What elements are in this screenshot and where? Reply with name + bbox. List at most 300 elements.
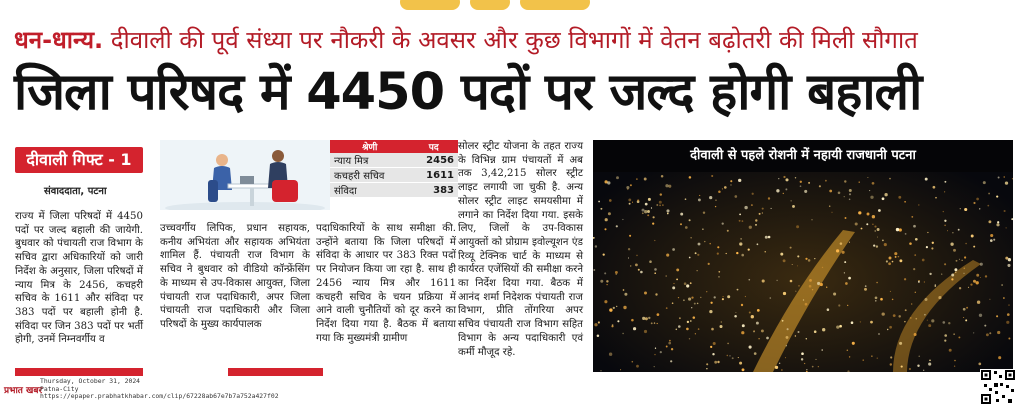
city-light (693, 316, 696, 319)
city-light (613, 307, 615, 309)
city-light (656, 204, 658, 206)
city-light (929, 359, 931, 361)
city-light (851, 321, 854, 324)
city-light (833, 292, 836, 295)
city-light (887, 329, 888, 330)
city-light (864, 288, 867, 291)
city-light (910, 317, 912, 319)
city-light (965, 243, 967, 245)
city-light (690, 282, 692, 284)
city-light (954, 366, 955, 367)
city-light (666, 254, 669, 257)
city-light (913, 225, 916, 228)
city-light (976, 274, 979, 277)
city-light (890, 356, 892, 358)
city-light (749, 226, 752, 229)
city-light (626, 186, 629, 189)
city-light (685, 198, 687, 200)
city-light (898, 256, 900, 258)
city-light (1007, 313, 1010, 316)
kicker-tag: धन-धान्य. (14, 26, 104, 54)
city-light (983, 181, 986, 184)
city-light (713, 342, 716, 345)
city-light (651, 207, 652, 208)
city-light (997, 221, 999, 223)
city-light (959, 259, 960, 260)
city-light (978, 363, 981, 366)
illustration-meeting (160, 140, 330, 210)
city-light (821, 349, 823, 351)
city-light (951, 274, 954, 277)
city-light (609, 199, 612, 202)
city-light (739, 242, 742, 245)
city-light (990, 239, 993, 242)
city-light (1004, 176, 1005, 177)
qr-code-icon[interactable] (980, 369, 1016, 405)
city-light (998, 177, 1000, 179)
city-light (672, 302, 674, 304)
city-light (976, 281, 979, 284)
kicker-line (14, 20, 1014, 60)
city-light (753, 331, 755, 333)
city-light (644, 330, 647, 333)
city-light (869, 190, 870, 191)
city-light (715, 206, 716, 207)
city-light (737, 289, 739, 291)
city-light (814, 258, 815, 259)
city-light (722, 188, 723, 189)
city-light (642, 317, 645, 320)
city-light (660, 351, 662, 353)
city-light (665, 275, 667, 277)
city-light (762, 208, 764, 210)
city-light (685, 226, 688, 229)
city-light (1001, 284, 1003, 286)
city-light (804, 363, 805, 364)
city-light (795, 335, 796, 336)
city-light (606, 280, 608, 282)
city-light (882, 312, 885, 315)
city-light (718, 276, 719, 277)
city-light (623, 289, 625, 291)
city-light (973, 280, 976, 283)
city-light (938, 296, 941, 299)
city-light (950, 243, 953, 246)
clip-date: Thursday, October 31, 2024 (40, 377, 141, 385)
city-light (825, 180, 827, 182)
city-light (915, 292, 916, 293)
city-light (680, 213, 683, 216)
city-light (698, 198, 701, 201)
city-light (867, 213, 870, 216)
city-light (604, 300, 607, 303)
city-light (844, 261, 846, 263)
city-light (765, 251, 766, 252)
clip-city: Patna-City (40, 384, 79, 393)
city-light (730, 180, 732, 182)
city-light (642, 212, 644, 214)
city-light (845, 282, 848, 285)
city-light (636, 178, 637, 179)
city-light (996, 315, 998, 317)
city-light (804, 190, 807, 193)
city-light (932, 242, 934, 244)
city-light (670, 360, 672, 362)
stats-cell-label: कचहरी सचिव (330, 168, 409, 183)
city-light (629, 235, 631, 237)
city-light (988, 220, 991, 223)
city-light (894, 252, 897, 255)
city-light (797, 255, 799, 257)
city-light (783, 176, 785, 178)
article-column-3: पदाधिकारियों के साथ समीक्षा की. उन्होंने बताया कि जिला परिषदों में संविदा के आधार पर 383 रिक्त पदों पर नियोजन किया जा रहा है. साथ ही 2456 न्याय मित्र और 1611 कचहरी सचिव के चयन प्रक्रिया में आने वाली चुनौतियों को दूर करने का निर्देश दिया गया है. बैठक में बताया गया कि मुख्यमंत्री ग्रामीण (316, 223, 456, 344)
city-light (922, 259, 925, 262)
stats-cell-value: 383 (409, 183, 458, 198)
city-light (711, 328, 714, 331)
city-light (636, 365, 639, 368)
city-light (689, 176, 692, 179)
city-light (637, 199, 639, 201)
city-light (766, 337, 769, 340)
section-badge: दीवाली गिफ्ट - 1 (15, 147, 143, 173)
city-light (829, 205, 830, 206)
city-light (863, 359, 864, 360)
city-light (904, 278, 906, 280)
city-light (931, 247, 933, 249)
city-light (756, 322, 759, 325)
article-column-1: राज्य में जिला परिषदों में 4450 पदों पर जल्द बहाली की जायेगी. बुधवार को पंचायती राज विभाग के सचिव द्वारा अधिकारियों को जारी निर्देश के अनुसार, जिला परिषदों में न्याय मित्र के 2456, कचहरी सचिव के 1611 और संविदा पर 383 पदों पर बहाली होनी है. संविदा पर जिन 383 पदों पर भर्ती होगी, उनमें निम्नवर्गीय व (15, 211, 143, 346)
city-light (838, 192, 841, 195)
city-light (607, 181, 610, 184)
city-light (944, 340, 946, 342)
city-light (759, 213, 761, 215)
city-light (704, 241, 705, 242)
city-light (630, 184, 632, 186)
city-light (976, 198, 979, 201)
city-light (924, 314, 926, 316)
city-light (880, 298, 883, 301)
city-light (706, 368, 707, 369)
city-light (792, 264, 793, 265)
city-light (749, 346, 752, 349)
city-light (695, 333, 696, 334)
city-light (871, 355, 872, 356)
city-light (706, 363, 708, 365)
city-light (944, 181, 946, 183)
city-light (679, 317, 681, 319)
city-light (736, 252, 738, 254)
city-light (929, 273, 931, 275)
city-light (775, 366, 778, 369)
city-light (875, 230, 876, 231)
city-light (829, 190, 832, 193)
city-light (738, 179, 741, 182)
city-light (730, 184, 731, 185)
city-light (717, 361, 719, 363)
city-light (778, 178, 779, 179)
city-light (745, 296, 746, 297)
city-light (872, 182, 875, 185)
city-light (612, 324, 614, 326)
city-light (933, 186, 936, 189)
city-light (888, 262, 891, 265)
city-light (689, 338, 690, 339)
city-light (648, 198, 651, 201)
city-light (849, 189, 852, 192)
city-light (911, 303, 912, 304)
city-light (872, 215, 875, 218)
city-light (755, 224, 757, 226)
city-light (875, 296, 878, 299)
headline: जिला परिषद में 4450 पदों पर जल्द होगी बहाली (14, 63, 922, 122)
city-light (754, 352, 757, 355)
city-light (818, 366, 819, 367)
table-row (330, 183, 458, 198)
city-light (722, 298, 724, 300)
city-light (931, 319, 934, 322)
section-strip (228, 368, 323, 376)
city-light (892, 261, 894, 263)
city-light (644, 292, 647, 295)
city-light (944, 191, 945, 192)
city-light (953, 249, 956, 252)
city-light (779, 363, 780, 364)
city-light (761, 329, 764, 332)
city-light (666, 346, 668, 348)
city-light (711, 175, 713, 177)
city-light (944, 263, 946, 265)
city-light (808, 259, 811, 262)
city-light (925, 298, 928, 301)
city-light (714, 296, 716, 298)
city-light (654, 322, 655, 323)
clip-url[interactable]: https://epaper.prabhatkhabar.com/clip/67228ab67e7b7a752a427f02 (40, 392, 279, 400)
city-light (605, 218, 608, 221)
city-light (662, 204, 663, 205)
city-light (786, 345, 787, 346)
city-light (715, 200, 716, 201)
city-light (654, 354, 655, 355)
city-light (895, 256, 897, 258)
city-light (640, 271, 643, 274)
city-light (785, 188, 787, 190)
city-light (989, 299, 990, 300)
city-light (790, 247, 792, 249)
city-light (768, 197, 770, 199)
city-light (874, 226, 876, 228)
city-light (678, 325, 681, 328)
city-light (842, 251, 845, 254)
city-light (706, 291, 707, 292)
city-light (791, 200, 792, 201)
city-light (668, 185, 671, 188)
city-light (914, 254, 916, 256)
city-light (755, 219, 757, 221)
city-light (923, 370, 924, 371)
city-light (800, 181, 802, 183)
city-light (953, 333, 954, 334)
city-light (915, 238, 918, 241)
article-column-4: सोलर स्ट्रीट योजना के तहत राज्य के विभिन्न ग्राम पंचायतों में अब तक 3,42,215 सोलर स्ट्रीट लाइट लगायी जा चुकी है. अन्य सोलर स्ट्रीट लाइट समयसीमा में लगाने का निर्देश दिया गया. इसके लिए, जिलों के उप-विकास आयुक्तों को प्रोग्राम इवोल्यूशन एंड रिव्यू टेक्निक चार्ट के माध्यम से कार्यरत एजेंसियों की समीक्षा करने का निर्देश दिया गया. बैठक में आनंद शर्मा निदेशक पंचायती राज विभाग, प्रीति तोंगरिया अपर सचिव पंचायती राज विभाग सहित विभाग के अन्य पदाधिकारी एवं कर्मी मौजूद रहे. (458, 141, 583, 358)
city-light (709, 310, 712, 313)
city-light (954, 360, 956, 362)
city-light (732, 357, 734, 359)
city-light (593, 269, 595, 271)
city-light (645, 317, 648, 320)
city-light (741, 331, 744, 334)
city-light (973, 332, 974, 333)
city-light (697, 270, 698, 271)
city-light (684, 282, 687, 285)
city-light (1003, 297, 1005, 299)
city-light (688, 298, 691, 301)
city-light (901, 366, 903, 368)
city-light (878, 209, 881, 212)
city-light (884, 193, 887, 196)
city-light (959, 287, 961, 289)
city-light (958, 229, 960, 231)
city-light (723, 296, 724, 297)
city-light (886, 260, 888, 262)
city-light (963, 308, 966, 311)
city-light (653, 216, 655, 218)
city-light (604, 272, 606, 274)
city-light (629, 203, 631, 205)
city-light (657, 313, 660, 316)
city-light (729, 355, 730, 356)
city-light (714, 361, 717, 364)
city-light (988, 193, 990, 195)
city-light (642, 209, 645, 212)
stats-cell-label: संविदा (330, 183, 409, 198)
city-light (717, 246, 719, 248)
city-light (783, 193, 784, 194)
city-light (604, 228, 606, 230)
city-light (964, 208, 967, 211)
city-light (738, 357, 739, 358)
city-light (782, 320, 784, 322)
city-light (859, 181, 860, 182)
city-light (595, 245, 597, 247)
city-light (847, 305, 848, 306)
city-light (727, 355, 728, 356)
city-light (820, 283, 823, 286)
city-light (858, 211, 861, 214)
city-light (914, 333, 917, 336)
city-light (866, 223, 868, 225)
city-light (845, 217, 847, 219)
city-light (892, 299, 894, 301)
city-light (928, 324, 931, 327)
stats-table (330, 140, 458, 210)
city-light (594, 323, 597, 326)
city-light (748, 248, 750, 250)
city-light (676, 268, 679, 271)
city-light (849, 193, 851, 195)
city-light (654, 366, 655, 367)
city-light (751, 315, 754, 318)
city-light (783, 259, 786, 262)
city-lights-photo (593, 140, 1013, 372)
city-light (890, 363, 892, 365)
city-light (848, 277, 851, 280)
city-light (598, 201, 600, 203)
city-light (673, 283, 674, 284)
city-light (890, 291, 891, 292)
city-light (697, 303, 699, 305)
city-light (792, 205, 795, 208)
city-light (905, 309, 907, 311)
city-light (654, 240, 655, 241)
city-light (985, 275, 987, 277)
city-light (669, 340, 671, 342)
city-light (904, 201, 906, 203)
city-light (628, 198, 631, 201)
city-light (734, 195, 737, 198)
city-light (700, 297, 701, 298)
city-light (1006, 321, 1009, 324)
clip-info (40, 378, 279, 401)
city-light (659, 201, 662, 204)
city-light (899, 259, 902, 262)
city-light (686, 284, 689, 287)
city-light (819, 185, 821, 187)
city-light (718, 190, 721, 193)
table-row (330, 153, 458, 168)
city-light (647, 214, 649, 216)
city-light (867, 177, 868, 178)
city-light (915, 318, 917, 320)
city-light (795, 177, 796, 178)
city-light (672, 248, 675, 251)
city-light (973, 246, 975, 248)
city-light (749, 311, 751, 313)
city-light (717, 253, 719, 255)
city-light (698, 328, 700, 330)
city-light (630, 265, 631, 266)
city-light (691, 307, 692, 308)
city-light (1006, 227, 1007, 228)
city-light (873, 244, 875, 246)
city-light (740, 238, 741, 239)
city-light (884, 243, 887, 246)
city-light (651, 322, 653, 324)
city-light (722, 222, 724, 224)
city-light (899, 342, 902, 345)
city-light (654, 268, 657, 271)
city-light (600, 370, 601, 371)
city-light (739, 214, 741, 216)
city-light (771, 208, 772, 209)
city-light (655, 293, 657, 295)
city-light (742, 324, 745, 327)
photo-caption: दीवाली से पहले रोशनी में नहायी राजधानी पटना (593, 140, 1013, 172)
city-light (654, 272, 656, 274)
city-light (928, 363, 931, 366)
city-light (765, 236, 768, 239)
city-light (966, 307, 968, 309)
city-light (676, 279, 678, 281)
city-light (734, 315, 737, 318)
city-light (735, 312, 736, 313)
city-light (616, 225, 618, 227)
city-light (919, 356, 920, 357)
city-light (836, 325, 839, 328)
city-light (979, 314, 982, 317)
city-light (622, 219, 623, 220)
city-light (686, 328, 689, 331)
city-light (757, 309, 760, 312)
